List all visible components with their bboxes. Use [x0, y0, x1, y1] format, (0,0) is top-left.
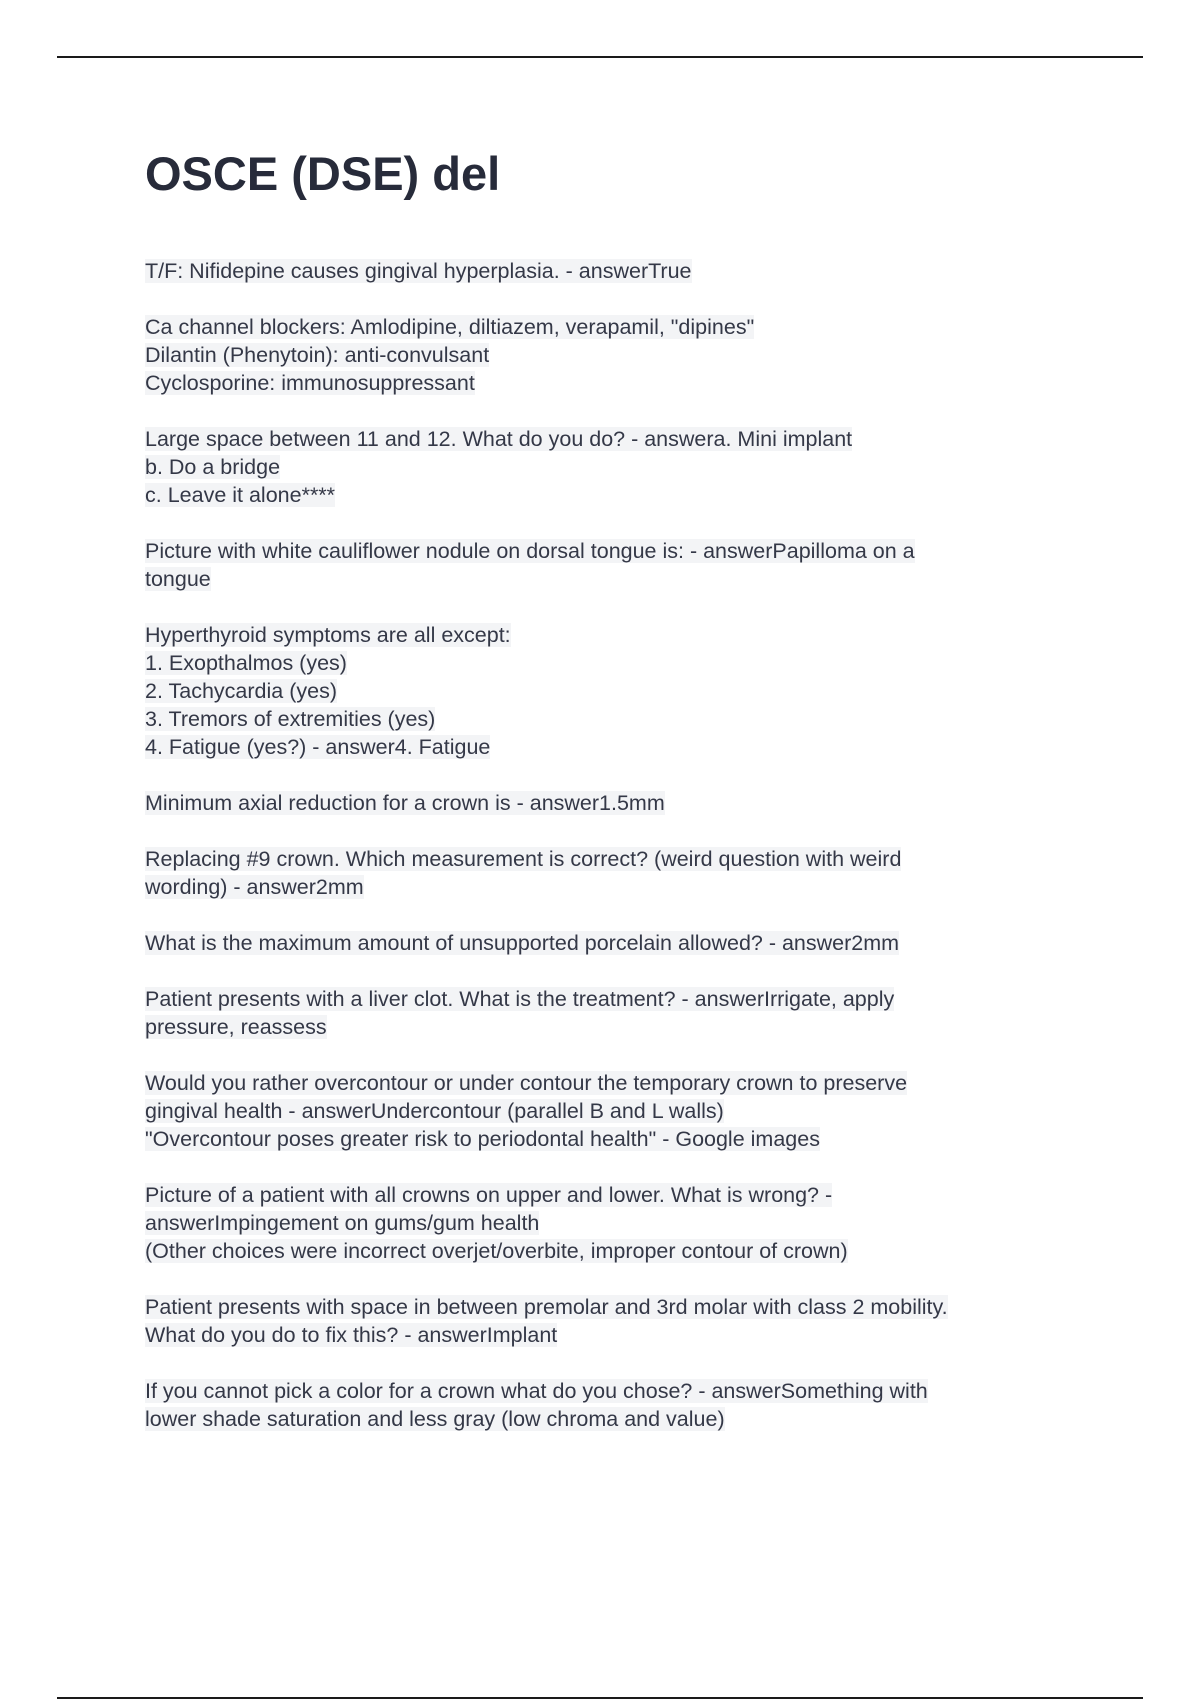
text-line: What is the maximum amount of unsupported porcelain allowed? - answer2mm: [145, 931, 900, 955]
qa-item: [145, 845, 1065, 901]
bottom-rule: [57, 1697, 1143, 1699]
text-line: Cyclosporine: immunosuppressant: [145, 371, 475, 395]
qa-item: [145, 929, 1065, 957]
text-line: (Other choices were incorrect overjet/overbite, improper contour of crown): [145, 1239, 848, 1263]
text-line: Minimum axial reduction for a crown is - answer1.5mm: [145, 791, 665, 815]
text-line: answerImpingement on gums/gum health: [145, 1211, 540, 1235]
qa-item: [145, 1181, 1065, 1265]
text-line: wording) - answer2mm: [145, 875, 364, 899]
text-line: 2. Tachycardia (yes): [145, 679, 337, 703]
qa-item: [145, 1377, 1065, 1433]
page-title: OSCE (DSE) del: [145, 147, 501, 200]
text-line: Ca channel blockers: Amlodipine, diltiazem, verapamil, "dipines": [145, 315, 755, 339]
text-line: Hyperthyroid symptoms are all except:: [145, 623, 511, 647]
text-line: "Overcontour poses greater risk to periodontal health" - Google images: [145, 1127, 820, 1151]
text-line: Picture with white cauliflower nodule on dorsal tongue is: - answerPapilloma on a: [145, 539, 915, 563]
qa-item: [145, 313, 1065, 397]
text-line: tongue: [145, 567, 211, 591]
text-line: What do you do to fix this? - answerImplant: [145, 1323, 558, 1347]
text-line: 1. Exopthalmos (yes): [145, 651, 347, 675]
text-line: pressure, reassess: [145, 1015, 327, 1039]
text-line: Patient presents with space in between premolar and 3rd molar with class 2 mobility.: [145, 1295, 948, 1319]
qa-item: [145, 985, 1065, 1041]
text-line: 3. Tremors of extremities (yes): [145, 707, 436, 731]
document-body: [145, 257, 1065, 1461]
text-line: Picture of a patient with all crowns on upper and lower. What is wrong? -: [145, 1183, 833, 1207]
text-line: If you cannot pick a color for a crown what do you chose? - answerSomething with: [145, 1379, 928, 1403]
text-line: T/F: Nifidepine causes gingival hyperplasia. - answerTrue: [145, 259, 692, 283]
qa-item: [145, 789, 1065, 817]
qa-item: [145, 1293, 1065, 1349]
text-line: Patient presents with a liver clot. What is the treatment? - answerIrrigate, apply: [145, 987, 895, 1011]
text-line: Dilantin (Phenytoin): anti-convulsant: [145, 343, 490, 367]
top-rule: [57, 56, 1143, 58]
qa-item: [145, 537, 1065, 593]
text-line: 4. Fatigue (yes?) - answer4. Fatigue: [145, 735, 491, 759]
text-line: c. Leave it alone****: [145, 483, 336, 507]
qa-item: [145, 257, 1065, 285]
text-line: Replacing #9 crown. Which measurement is correct? (weird question with weird: [145, 847, 902, 871]
qa-item: [145, 425, 1065, 509]
text-line: b. Do a bridge: [145, 455, 281, 479]
text-line: Large space between 11 and 12. What do you do? - answera. Mini implant: [145, 427, 853, 451]
qa-item: [145, 621, 1065, 761]
text-line: lower shade saturation and less gray (low chroma and value): [145, 1407, 725, 1431]
text-line: Would you rather overcontour or under contour the temporary crown to preserve: [145, 1071, 908, 1095]
text-line: gingival health - answerUndercontour (parallel B and L walls): [145, 1099, 724, 1123]
qa-item: [145, 1069, 1065, 1153]
